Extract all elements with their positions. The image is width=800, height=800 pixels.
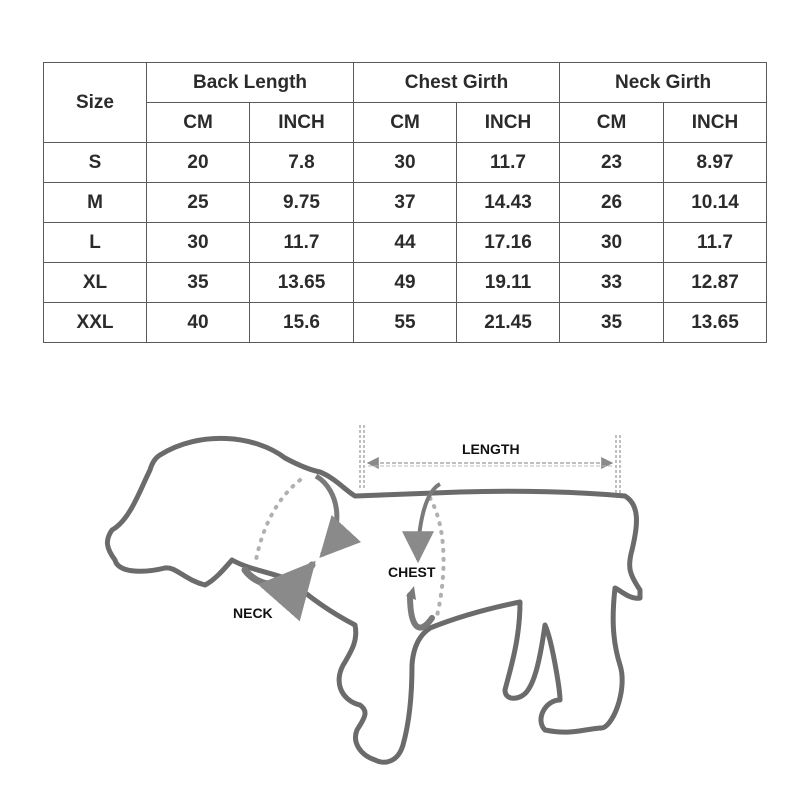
table-unit-row: [44, 103, 767, 143]
table-cell: 17.16: [457, 223, 560, 263]
table-cell: 55: [354, 303, 457, 343]
unit-header: CM: [147, 103, 250, 143]
unit-header: CM: [560, 103, 664, 143]
neck-label: NECK: [233, 605, 273, 621]
size-cell: M: [44, 183, 147, 223]
table-cell: 8.97: [664, 143, 767, 183]
table-cell: 10.14: [664, 183, 767, 223]
neck-arrow-top: [316, 476, 337, 555]
table-cell: 21.45: [457, 303, 560, 343]
table-row: [44, 263, 767, 303]
table-cell: 14.43: [457, 183, 560, 223]
table-cell: 49: [354, 263, 457, 303]
table-cell: 40: [147, 303, 250, 343]
table-cell: 35: [147, 263, 250, 303]
unit-header: INCH: [250, 103, 354, 143]
size-chart-table: [43, 62, 767, 343]
chest-dotted-loop: [430, 498, 444, 620]
table-cell: 11.7: [457, 143, 560, 183]
size-column-header: Size: [44, 63, 147, 143]
table-cell: 11.7: [664, 223, 767, 263]
dog-measurement-diagram: [0, 400, 800, 800]
unit-header: INCH: [457, 103, 560, 143]
table-header-row: [44, 63, 767, 103]
size-cell: L: [44, 223, 147, 263]
dog-outline: [107, 438, 640, 762]
size-cell: XL: [44, 263, 147, 303]
table-cell: 23: [560, 143, 664, 183]
table-row: [44, 143, 767, 183]
table-cell: 30: [560, 223, 664, 263]
chest-girth-header: Chest Girth: [354, 63, 560, 103]
table-cell: 26: [560, 183, 664, 223]
table-cell: 30: [354, 143, 457, 183]
neck-dotted-loop: [256, 480, 300, 560]
table-cell: 12.87: [664, 263, 767, 303]
table-cell: 19.11: [457, 263, 560, 303]
size-cell: S: [44, 143, 147, 183]
table-row: [44, 223, 767, 263]
table-cell: 9.75: [250, 183, 354, 223]
table-row: [44, 183, 767, 223]
table-cell: 11.7: [250, 223, 354, 263]
length-label: LENGTH: [462, 441, 520, 457]
table-cell: 20: [147, 143, 250, 183]
unit-header: CM: [354, 103, 457, 143]
table-cell: 7.8: [250, 143, 354, 183]
back-length-header: Back Length: [147, 63, 354, 103]
size-cell: XXL: [44, 303, 147, 343]
table-cell: 15.6: [250, 303, 354, 343]
table-cell: 30: [147, 223, 250, 263]
table-row: [44, 303, 767, 343]
table-cell: 33: [560, 263, 664, 303]
table-cell: 13.65: [250, 263, 354, 303]
chest-arrow-bottom: [410, 595, 432, 628]
unit-header: INCH: [664, 103, 767, 143]
table-cell: 44: [354, 223, 457, 263]
table-cell: 25: [147, 183, 250, 223]
chest-label: CHEST: [388, 564, 436, 580]
table-cell: 35: [560, 303, 664, 343]
table-cell: 13.65: [664, 303, 767, 343]
neck-girth-header: Neck Girth: [560, 63, 767, 103]
table-cell: 37: [354, 183, 457, 223]
